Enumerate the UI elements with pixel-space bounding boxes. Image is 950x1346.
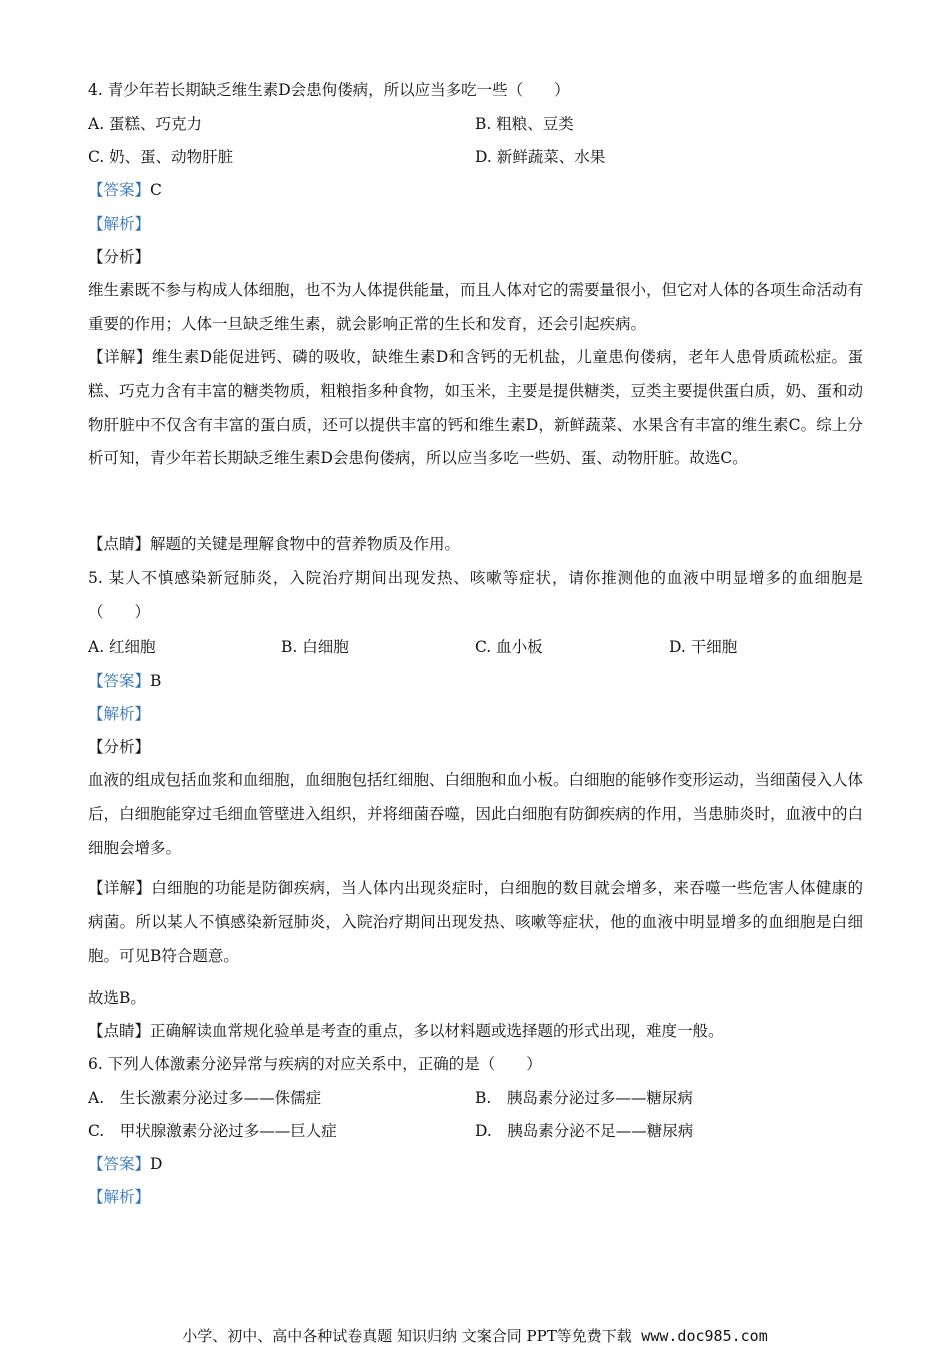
q4-answer (88, 180, 162, 200)
q5-option-a: A. 红细胞 (88, 638, 156, 656)
xiangjie-text: 维生素D能促进钙、磷的吸收，缺维生素D和含钙的无机盐，儿童患佝偻病，老年人患骨质疏松症。蛋糕、巧克力含有丰富的糖类物质，粗粮指多种食物，如玉米，主要是提供糖类，豆类主要提供蛋白质，奶、蛋和动物肝脏中不仅含有丰富的蛋白质，还可以提供丰富的钙和维生素D，新鲜蔬菜、水果含有丰富的维生素C。综上分析可知，青少年若长期缺乏维生素D会患佝偻病，所以应当多吃一些奶、蛋、动物肝脏。故选C。 (88, 348, 864, 468)
answer-value: C (150, 181, 162, 199)
q4-option-b: B. 粗粮、豆类 (475, 115, 574, 133)
answer-tag: 【答案】 (88, 672, 151, 690)
page-footer (0, 1325, 950, 1346)
q5-answer (88, 671, 161, 691)
q4-jiexi-tag: 【解析】 (88, 215, 151, 233)
q4-fenxi-tag: 【分析】 (88, 248, 151, 266)
q4-stem: 4. 青少年若长期缺乏维生素D会患佝偻病，所以应当多吃一些（ ） (88, 81, 570, 99)
footer-url[interactable]: www.doc985.com (641, 1327, 768, 1345)
q5-option-d: D. 干细胞 (669, 638, 738, 656)
q5-fenxi-text: 血液的组成包括血浆和血细胞，血细胞包括红细胞、白细胞和血小板。白细胞的能够作变形运动，当细菌侵入人体后，白细胞能穿过毛细血管壁进入组织，并将细菌吞噬，因此白细胞有防御疾病的作用，当患肺炎时，血液中的白细胞会增多。 (88, 771, 864, 857)
dianjing-tag: 【点睛】 (88, 535, 151, 553)
answer-value: D (150, 1155, 163, 1173)
q5-dianjing (88, 1021, 724, 1041)
answer-tag: 【答案】 (88, 181, 151, 199)
dianjing-tag: 【点睛】 (88, 1022, 151, 1040)
q4-xiangjie (88, 341, 863, 476)
q6-option-c: C. 甲状腺激素分泌过多——巨人症 (88, 1122, 337, 1140)
q4-option-c: C. 奶、蛋、动物肝脏 (88, 148, 234, 166)
answer-tag: 【答案】 (88, 1155, 151, 1173)
q6-option-b: B. 胰岛素分泌过多——糖尿病 (475, 1089, 693, 1107)
q4-option-a: A. 蛋糕、巧克力 (88, 115, 203, 133)
q5-fenxi-tag: 【分析】 (88, 738, 151, 756)
q4-option-d: D. 新鲜蔬菜、水果 (475, 148, 606, 166)
dianjing-text: 解题的关键是理解食物中的营养物质及作用。 (150, 535, 461, 553)
q6-option-a: A. 生长激素分泌过多——侏儒症 (88, 1089, 322, 1107)
q6-answer (88, 1154, 162, 1174)
q5-jiexi-tag: 【解析】 (88, 705, 151, 723)
q6-stem: 6. 下列人体激素分泌异常与疾病的对应关系中，正确的是（ ） (88, 1055, 542, 1073)
q5-stem: 5. 某人不慎感染新冠肺炎，入院治疗期间出现发热、咳嗽等症状，请你推测他的血液中明显增多的血细胞是（ ） (88, 569, 863, 621)
q4-fenxi-text: 维生素既不参与构成人体细胞，也不为人体提供能量，而且人体对它的需要量很小，但它对人体的各项生命活动有重要的作用；人体一旦缺乏维生素，就会影响正常的生长和发育，还会引起疾病。 (88, 281, 864, 333)
dianjing-text: 正确解读血常规化验单是考查的重点，多以材料题或选择题的形式出现，难度一般。 (150, 1022, 724, 1040)
q6-jiexi-tag: 【解析】 (88, 1188, 151, 1206)
q5-option-b: B. 白细胞 (281, 638, 349, 656)
q4-dianjing (88, 534, 460, 554)
q5-option-c: C. 血小板 (475, 638, 543, 656)
q5-xiangjie (88, 872, 863, 973)
xiangjie-text: 白细胞的功能是防御疾病，当人体内出现炎症时，白细胞的数目就会增多，来吞噬一些危害人体健康的病菌。所以某人不慎感染新冠肺炎，入院治疗期间出现发热、咳嗽等症状，他的血液中明显增多的血细胞是白细胞。可见B符合题意。 (88, 879, 863, 965)
answer-value: B (150, 672, 162, 690)
q6-option-d: D. 胰岛素分泌不足——糖尿病 (475, 1122, 694, 1140)
xiangjie-tag: 【详解】 (88, 348, 152, 366)
footer-text: 小学、初中、高中各种试卷真题 知识归纳 文案合同 PPT等免费下载 (182, 1327, 632, 1345)
q5-guxuan: 故选B。 (88, 989, 146, 1007)
xiangjie-tag: 【详解】 (88, 879, 152, 897)
